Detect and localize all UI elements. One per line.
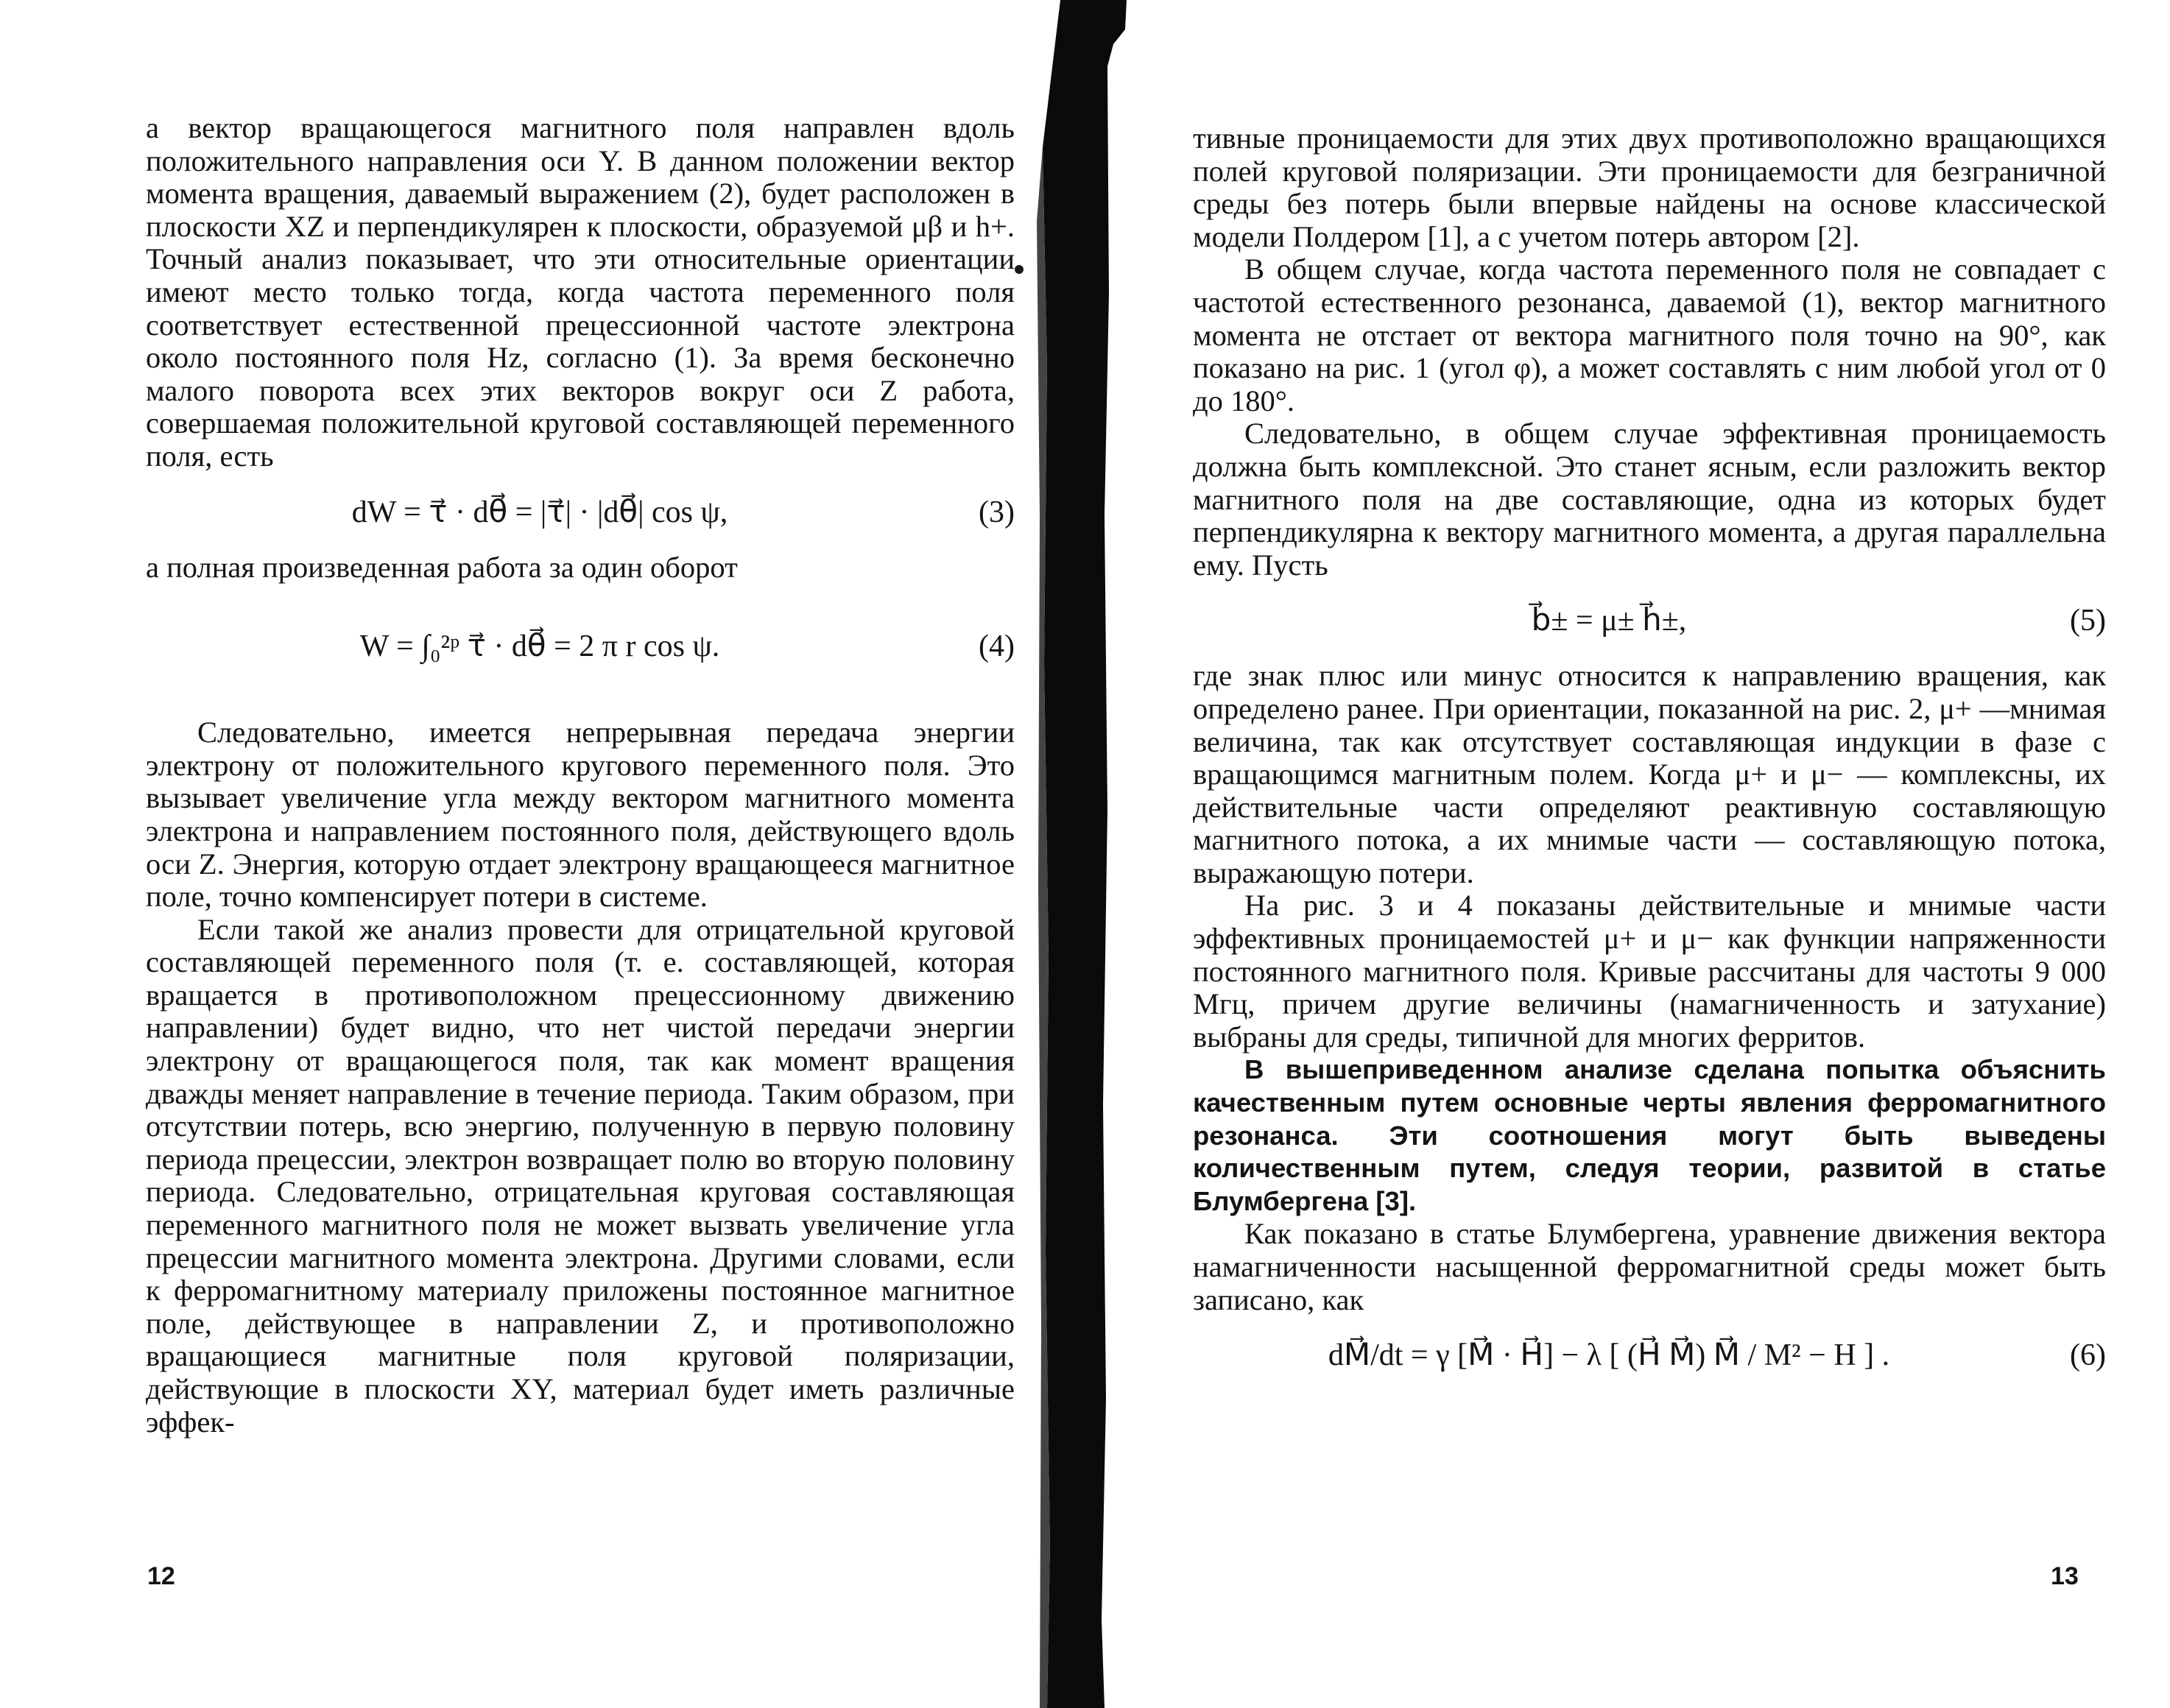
right-text-column [1193,122,2106,1394]
paragraph-permeabilities: тивные проницаемости для этих двух противоположно вращающихся полей круговой поляризации. Эти проницаемости для безграничной среды без потерь были впервые найдены на основе классической модели Полдером [1], а с учетом потерь автором [2]. [1193,121,2106,253]
formula-4 [146,591,1015,702]
formula-5-number: (5) [2070,604,2106,638]
formula-6-expression: dM⃗/dt = γ [M⃗ · H⃗] − λ [ (H⃗ M⃗) M⃗ / M² − H ] . [1328,1338,1890,1373]
left-text-column [146,112,1015,1439]
formula-5 [1193,587,2106,654]
paragraph-bold-summary: В вышеприведенном анализе сделана попытка объяснить качественным путем основные черты явления ферромагнитного резонанса. Эти соотношения могут быть выведены количественным путем, следуя теории, развитой в статье Блумбергена [3]. [1193,1054,2106,1216]
ink-speck [1015,265,1024,274]
page-number-left: 12 [147,1562,175,1590]
left-page [0,0,1053,1708]
paragraph-bloembergen: Как показано в статье Блумбергена, уравнение движения вектора намагниченности насыщенной ферромагнитной среды может быть записано, как [1193,1217,2106,1316]
paragraph-negative-component: Если такой же анализ провести для отрицательной круговой составляющей переменного поля (т. е. составляющей, которая вращается в противоположном прецессионному движению направлении) будет видно, что нет чистой передачи энергии электрону от вращающегося поля, так как момент вращения дважды меняет направление в течение периода. Таким образом, при отсутствии потерь, всю энергию, полученную в первую половину периода прецессии, электрон возвращает полю во вторую половину периода. Следовательно, отрицательная круговая составляющая переменного магнитного поля не может вызвать увеличение угла прецессии магнитного момента электрона. Другими словами, если к ферромагнитному материалу приложены постоянное магнитное поле, действующее в направлении Z, и противоположно вращающиеся магнитные поля круговой поляризации, действующие в плоскости XY, материал будет иметь различные эффек- [146,912,1015,1439]
formula-3-number: (3) [979,495,1015,529]
formula-3-expression: dW = τ⃗ · dθ⃗ = |τ⃗| · |dθ⃗| cos ψ, [351,495,728,529]
formula-5-expression: b⃗± = μ± h⃗±, [1531,604,1687,638]
paragraph-full-work: а полная произведенная работа за один оборот [146,550,738,584]
formula-3 [146,479,1015,546]
formula-4-number: (4) [979,629,1015,664]
page-number-right: 13 [2051,1562,2079,1590]
formula-6 [1193,1322,2106,1388]
formula-6-number: (6) [2070,1338,2106,1373]
right-page [1105,0,2170,1708]
paragraph-general-case: В общем случае, когда частота переменного поля не совпадает с частотой естественного резонанса, даваемой (1), вектор магнитного момента не отстает от вектора магнитного поля точно на 90°, как показано на рис. 1 (угол φ), а может составлять с ним любой угол от 0 до 180°. [1193,253,2106,417]
paragraph-figures: На рис. 3 и 4 показаны действительные и мнимые части эффективных проницаемостей μ+ и μ− как функции напряженности постоянного магнитного поля. Кривые рассчитаны для частоты 9 000 Мгц, причем другие величины (намагниченность и затухание) выбраны для среды, типичной для многих ферритов. [1193,889,2106,1054]
paragraph-rotating-field: а вектор вращающегося магнитного поля направлен вдоль положительного направления оси Y. В данном положении вектор момента вращения, даваемый выражением (2), будет расположен в плоскости XZ и перпендикулярен к плоскости, образуемой μβ и h+. Точный анализ показывает, что эти относительные ориентации имеют место только тогда, когда частота переменного поля соответствует естественной прецессионной частоте электрона около постоянного поля Hz, согласно (1). За время бесконечно малого поворота всех этих векторов вокруг оси Z работа, совершаемая положительной круговой составляющей переменного поля, есть [146,111,1015,473]
paragraph-energy-transfer: Следовательно, имеется непрерывная передача энергии электрону от положительного кругового переменного поля. Это вызывает увеличение угла между вектором магнитного момента электрона и направлением постоянного поля, действующего вдоль оси Z. Энергия, которую отдает электрону вращающееся магнитное поле, точно компенсирует потери в системе. [146,716,1015,914]
formula-4-expression: W = ∫₀²ᵖ τ⃗ · dθ⃗ = 2 π r cos ψ. [359,629,720,664]
paragraph-complex-permeability: Следовательно, в общем случае эффективная проницаемость должна быть комплексной. Это станет ясным, если разложить вектор магнитного поля на две составляющие, одна из которых будет перпендикулярна к вектору магнитного момента, а другая параллельна ему. Пусть [1193,417,2106,582]
paragraph-sign-convention: где знак плюс или минус относится к направлению вращения, как определено ранее. При ориентации, показанной на рис. 2, μ+ —мнимая величина, так как отсутствует составляющая индукции в фазе с вращающимся магнитным полем. Когда μ+ и μ− — комплексны, их действительные части определяют реактивную составляющую магнитного потока, а их мнимые части — составляющую потока, выражающую потери. [1193,659,2106,889]
